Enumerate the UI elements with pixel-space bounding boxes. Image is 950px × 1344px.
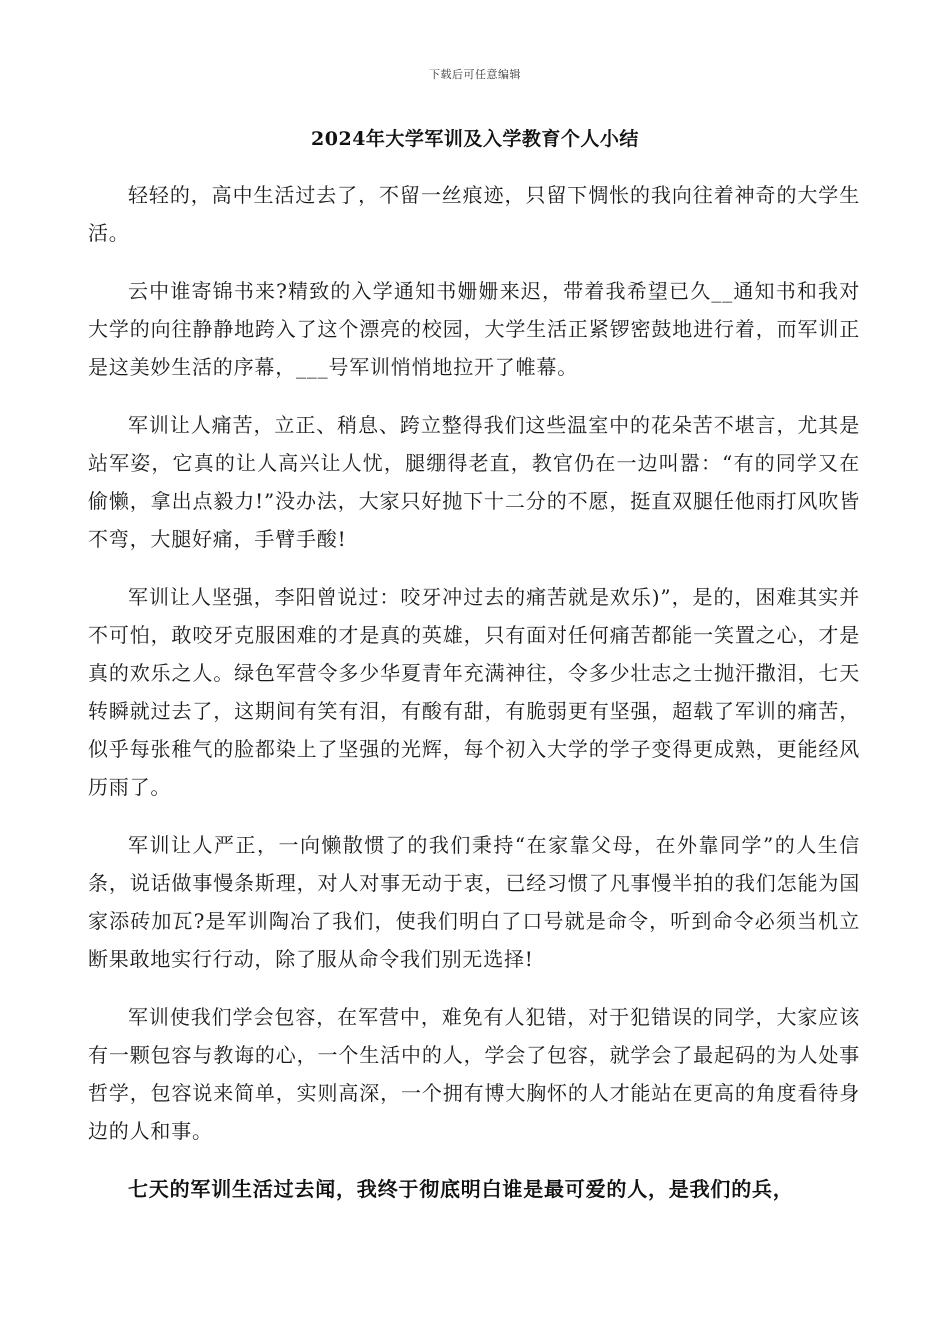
paragraph-7: 七天的军训生活过去闻，我终于彻底明白谁是最可爱的人，是我们的兵， bbox=[128, 1177, 794, 1201]
paragraph-4: 军训让人坚强，李阳曾说过：咬牙冲过去的痛苦就是欢乐)”，是的，困难其实并不可怕，敢咬牙克服困难的才是真的英雄，只有面对任何痛苦都能一笑置之心，才是真的欢乐之人。绿色军营令多少华夏青年充满神往，令多少壮志之士抛汗撒泪，七天转瞬就过去了，这期间有笑有泪，有酸有甜，有脆弱更有坚强，超载了军训的痛苦，似乎每张稚气的脸都染上了坚强的光辉，每个初入大学的学子变得更成熟，更能经风历雨了。 bbox=[88, 585, 860, 799]
header-note: 下载后可任意编辑 bbox=[429, 68, 521, 81]
paragraph-5: 军训让人严正，一向懒散惯了的我们秉持“在家靠父母，在外靠同学”的人生信条，说话做事慢条斯理，对人对事无动于衷，已经习惯了凡事慢半拍的我们怎能为国家添砖加瓦?是军训陶冶了我们，使我们明白了口号就是命令，听到命令必须当机立断果敢地实行行动，除了服从命令我们别无选择! bbox=[88, 833, 860, 971]
paragraph-6: 军训使我们学会包容，在军营中，难免有人犯错，对于犯错误的同学，大家应该有一颗包容与教诲的心，一个生活中的人，学会了包容，就学会了最起码的为人处事哲学，包容说来简单，实则高深，一个拥有博大胸怀的人才能站在更高的角度看待身边的人和事。 bbox=[88, 1005, 860, 1143]
paragraph-1: 轻轻的，高中生活过去了，不留一丝痕迹，只留下惆怅的我向往着神奇的大学生活。 bbox=[88, 183, 860, 245]
paragraph-3: 军训让人痛苦，立正、稍息、跨立整得我们这些温室中的花朵苦不堪言，尤其是站军姿，它真的让人高兴让人忧，腿绷得老直，教官仍在一边叫嚣：“有的同学又在偷懒，拿出点毅力!”没办法，大家只好抛下十二分的不愿，挺直双腿任他雨打风吹皆不弯，大腿好痛，手臂手酸! bbox=[88, 413, 860, 551]
document-title: 2024年大学军训及入学教育个人小结 bbox=[311, 128, 639, 150]
paragraph-2: 云中谁寄锦书来?精致的入学通知书姗姗来迟，带着我希望已久__通知书和我对大学的向往静静地跨入了这个漂亮的校园，大学生活正紧锣密鼓地进行着，而军训正是这美妙生活的序幕，___号军训悄悄地拉开了帷幕。 bbox=[88, 279, 860, 379]
document-body bbox=[88, 176, 860, 1228]
